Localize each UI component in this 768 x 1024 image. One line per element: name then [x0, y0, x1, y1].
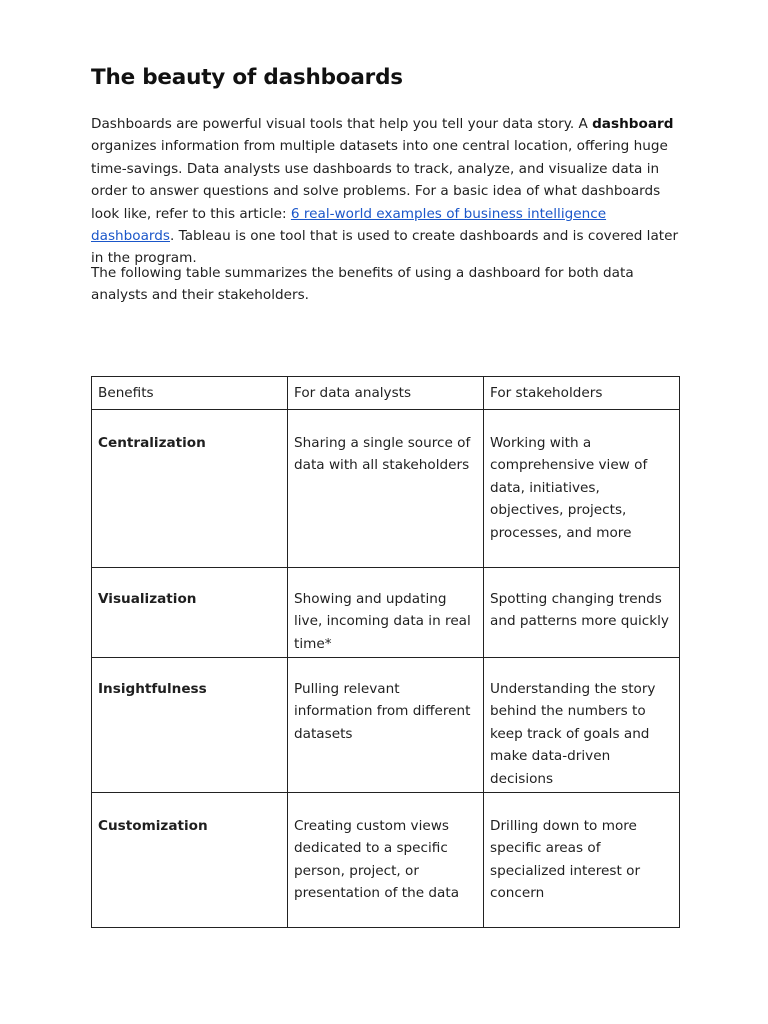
- analysts-cell: Pulling relevant information from different datasets: [288, 658, 484, 793]
- intro-text-part2: organizes information from multiple datasets into one central location, offering huge time-savings. Data analysts use dashboards to track, analyze, and visualize data in order to answer questions and solve problems. For a basic idea of what dashboards look like, refer to this article:: [91, 138, 668, 222]
- header-benefits: Benefits: [92, 377, 288, 410]
- benefit-cell: Visualization: [92, 568, 288, 658]
- stakeholders-cell: Working with a comprehensive view of data, initiatives, objectives, projects, processes, and more: [484, 410, 680, 568]
- benefits-table: [91, 376, 680, 928]
- intro-text-part1: Dashboards are powerful visual tools that help you tell your data story. A: [91, 116, 593, 132]
- table-row: [92, 410, 680, 568]
- analysts-cell: Showing and updating live, incoming data in real time*: [288, 568, 484, 658]
- summary-paragraph: The following table summarizes the benefits of using a dashboard for both data analysts and their stakeholders.: [91, 265, 634, 304]
- analysts-cell: Sharing a single source of data with all stakeholders: [288, 410, 484, 568]
- header-for-stakeholders: For stakeholders: [484, 377, 680, 410]
- table-row: [92, 793, 680, 928]
- intro-paragraph: [91, 113, 679, 270]
- table-header-row: [92, 377, 680, 410]
- benefit-cell: Centralization: [92, 410, 288, 568]
- stakeholders-cell: Spotting changing trends and patterns more quickly: [484, 568, 680, 658]
- header-for-data-analysts: For data analysts: [288, 377, 484, 410]
- intro-text-part3: . Tableau is one tool that is used to create dashboards and is covered later in the program.: [91, 228, 679, 267]
- stakeholders-cell: Drilling down to more specific areas of specialized interest or concern: [484, 793, 680, 928]
- dashboard-term: dashboard: [592, 116, 674, 132]
- analysts-cell: Creating custom views dedicated to a specific person, project, or presentation of the data: [288, 793, 484, 928]
- table-row: [92, 658, 680, 793]
- benefit-cell: Insightfulness: [92, 658, 288, 793]
- bi-dashboards-article-link[interactable]: 6 real-world examples of business intelligence dashboards: [91, 205, 607, 245]
- benefit-cell: Customization: [92, 793, 288, 928]
- table-row: [92, 568, 680, 658]
- page-title: The beauty of dashboards: [91, 65, 403, 90]
- stakeholders-cell: Understanding the story behind the numbers to keep track of goals and make data-driven decisions: [484, 658, 680, 793]
